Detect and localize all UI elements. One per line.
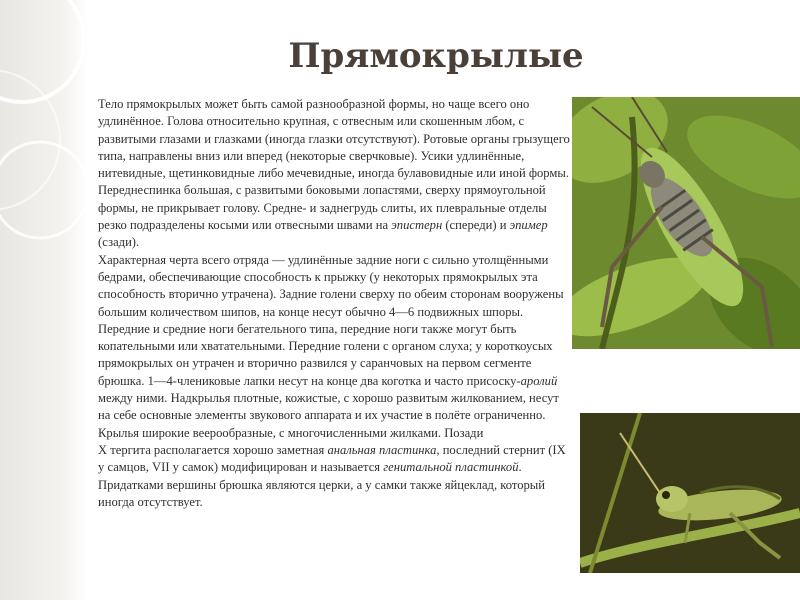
term-episternum: эпистерн — [391, 218, 443, 233]
photo-grasshopper-on-grass — [580, 413, 800, 573]
paragraph: Характерная черта всего отряда — удлинённые задние ноги с сильно утолщёнными бедрами, обеспечивающие способность к прыжку (у некоторых прямокрылых эта способность вторично утрачена). Задние голени сверху по обеим сторонам вооружены большим количеством шипов, на конце несут обычно 4—6 подвижных шпоры. Передние и средние ноги бегательного типа, передние ноги также могут быть копательными или хватательными. Передние голени с органом слуха; у короткоусых прямокрылых он утрачен и вторично развился у саранчовых на первом сегменте брюшка. 1—4-члениковые лапки несут на конце два коготка и часто присоску-аролий между ними. Надкрылья плотные, кожистые, с хорошо развитым жилкованием, несут на себе основные элементы звукового аппарата и их участие в полёте ограниченно. Крылья широкие веерообразные, с многочисленными жилками. Позади — [98, 252, 564, 440]
paragraph: X тергита располагается хорошо заметная анальная пластинка, последний стернит (IX у самцов, VII у самок) модифицирован и называется генитальной пластинкой. Придатками вершины брюшка являются церки, а у самки также яйцеклад, который иногда отсутствует. — [98, 442, 566, 509]
term-anal-plate: анальная пластинка — [327, 442, 437, 457]
photo-cricket-on-leaves — [572, 97, 800, 349]
term-arolium: аролий — [520, 373, 558, 388]
term-epimerum: эпимер — [509, 218, 548, 233]
body-text — [98, 96, 574, 511]
slide-title: Прямокрылые — [288, 36, 584, 76]
term-genital-plate: генитальной пластинкой — [383, 460, 519, 475]
paragraph: Тело прямокрылых может быть самой разнообразной формы, но чаще всего оно удлинённое. Голова относительно крупная, с отвесным или скошенным лбом, с развитыми глазами и глазками (иногда глазки отсутствуют). Ротовые органы грызущего типа, направлены вниз или вперед (некоторые сверчковые). Усики удлинённые, нитевидные, щетинковидные либо мечевидные, иногда булавовидные или иной формы. Переднеспинка большая, с развитыми боковыми лопастями, сверху прямоугольной формы, не прикрывает голову. Средне- и заднегрудь слиты, их плевральные отделы резко подразделены косыми или отвесными швами на эпистерн (спереди) и эпимер (сзади). — [98, 97, 570, 250]
